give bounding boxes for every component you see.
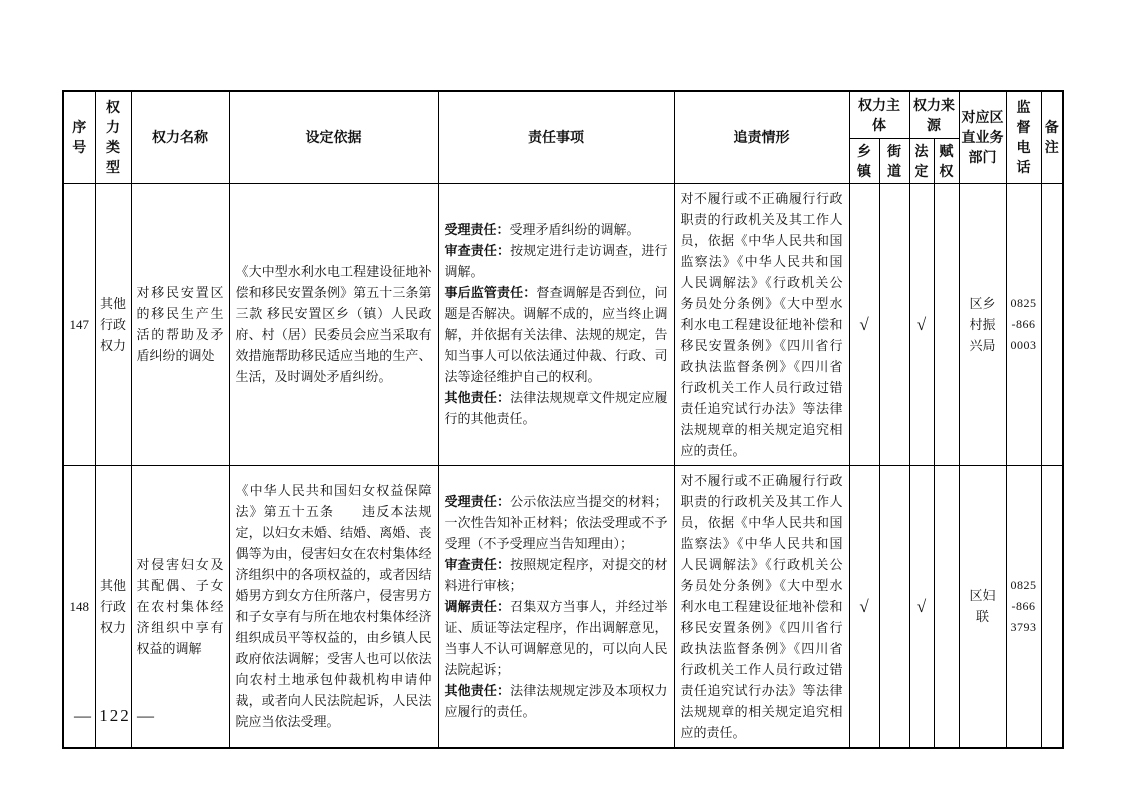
col-header-street: 街道	[879, 138, 909, 183]
duty-item: 调解责任：召集双方当事人，并经过举证、质证等法定程序，作出调解意见，当事人不认可调解意见的，可以向人民法院起诉；	[444, 598, 668, 677]
col-header-township: 乡镇	[849, 138, 879, 183]
col-header-department: 对应区直业务部门	[959, 91, 1006, 183]
cell-phone: 0825-8660003	[1006, 183, 1041, 465]
col-header-phone: 监督电话	[1006, 91, 1041, 183]
col-header-remarks: 备注	[1041, 91, 1063, 183]
duty-item: 审查责任：按规定进行走访调查，进行调解。	[444, 243, 668, 279]
cell-duties	[438, 183, 674, 465]
table-row-148	[63, 465, 1063, 748]
cell-remarks	[1041, 183, 1063, 465]
duty-item: 审查责任：按照规定程序，对提交的材料进行审核；	[444, 556, 668, 593]
power-list-table-container	[62, 90, 1064, 749]
cell-township-check: √	[849, 183, 879, 465]
cell-phone: 0825-8663793	[1006, 465, 1041, 748]
col-header-power-name: 权力名称	[131, 91, 229, 183]
duty-item: 受理责任：公示依法应当提交的材料；一次性告知补正材料；依法受理或不予受理（不予受理应当告知理由）；	[444, 493, 668, 551]
cell-department: 区妇联	[959, 465, 1006, 748]
cell-power-name: 对侵害妇女及其配偶、子女在农村集体经济组织中享有权益的调解	[131, 465, 229, 748]
cell-department: 区乡村振兴局	[959, 183, 1006, 465]
cell-power-type: 其他行政权力	[95, 183, 131, 465]
cell-street-check	[879, 183, 909, 465]
col-header-power-type: 权力类型	[95, 91, 131, 183]
cell-power-type: 其他行政权力	[95, 465, 131, 748]
col-header-power-subject: 权力主体	[849, 91, 909, 138]
page-number: — 122 —	[74, 706, 156, 725]
cell-seq: 147	[63, 183, 95, 465]
col-header-duties: 责任事项	[438, 91, 674, 183]
duty-item: 事后监管责任：督查调解是否到位，问题是否解决。调解不成的，应当终止调解，并依据有关法律、法规的规定，告知当事人可以依法通过仲裁、行政、司法等途径维护自己的权利。	[444, 285, 668, 384]
cell-township-check: √	[849, 465, 879, 748]
cell-legal-basis: 《大中型水利水电工程建设征地补偿和移民安置条例》第五十三条第三款 移民安置区乡（镇）人民政府、村（居）民委员会应当采取有效措施帮助移民适应当地的生产、生活，及时调处矛盾纠纷。	[229, 183, 438, 465]
col-header-seq: 序号	[63, 91, 95, 183]
cell-seq: 148	[63, 465, 95, 748]
duty-item: 受理责任：受理矛盾纠纷的调解。	[444, 222, 640, 237]
col-header-legal-basis: 设定依据	[229, 91, 438, 183]
cell-duties	[438, 465, 674, 748]
cell-power-name: 对移民安置区的移民生产生活的帮助及矛盾纠纷的调处	[131, 183, 229, 465]
cell-accountability: 对不履行或不正确履行行政职责的行政机关及其工作人员，依据《中华人民共和国监察法》《中华人民共和国人民调解法》《行政机关公务员处分条例》《大中型水利水电工程建设征地补偿和移民安置条例》《四川省行政执法监督条例》《四川省行政机关工作人员行政过错责任追究试行办法》等法律法规规章的相关规定追究相应的责任。	[674, 183, 849, 465]
col-header-statutory: 法定	[909, 138, 934, 183]
col-header-power-source: 权力来源	[909, 91, 959, 138]
cell-street-check	[879, 465, 909, 748]
col-header-accountability: 追责情形	[674, 91, 849, 183]
cell-legal-basis: 《中华人民共和国妇女权益保障法》第五十五条 违反本法规定，以妇女未婚、结婚、离婚、丧偶等为由，侵害妇女在农村集体经济组织中的各项权益的，或者因结婚男方到女方住所落户，侵害男方和子女享有与所在地农村集体经济组织成员平等权益的，由乡镇人民政府依法调解；受害人也可以依法向农村土地承包仲裁机构申请仲裁，或者向人民法院起诉，人民法院应当依法受理。	[229, 465, 438, 748]
cell-accountability: 对不履行或不正确履行行政职责的行政机关及其工作人员，依据《中华人民共和国监察法》《中华人民共和国人民调解法》《行政机关公务员处分条例》《大中型水利水电工程建设征地补偿和移民安置条例》《四川省行政执法监督条例》《四川省行政机关工作人员行政过错责任追究试行办法》等法律法规规章的相关规定追究相应的责任。	[674, 465, 849, 748]
power-list-table	[62, 90, 1064, 749]
col-header-authorized: 赋权	[934, 138, 959, 183]
cell-statutory-check: √	[909, 465, 934, 748]
cell-authorized-check	[934, 465, 959, 748]
table-row-147	[63, 183, 1063, 465]
cell-statutory-check: √	[909, 183, 934, 465]
cell-authorized-check	[934, 183, 959, 465]
cell-remarks	[1041, 465, 1063, 748]
duty-item: 其他责任：法律法规规章文件规定应履行的其他责任。	[444, 390, 668, 426]
duty-item: 其他责任：法律法规规定涉及本项权力应履行的责任。	[444, 682, 668, 719]
